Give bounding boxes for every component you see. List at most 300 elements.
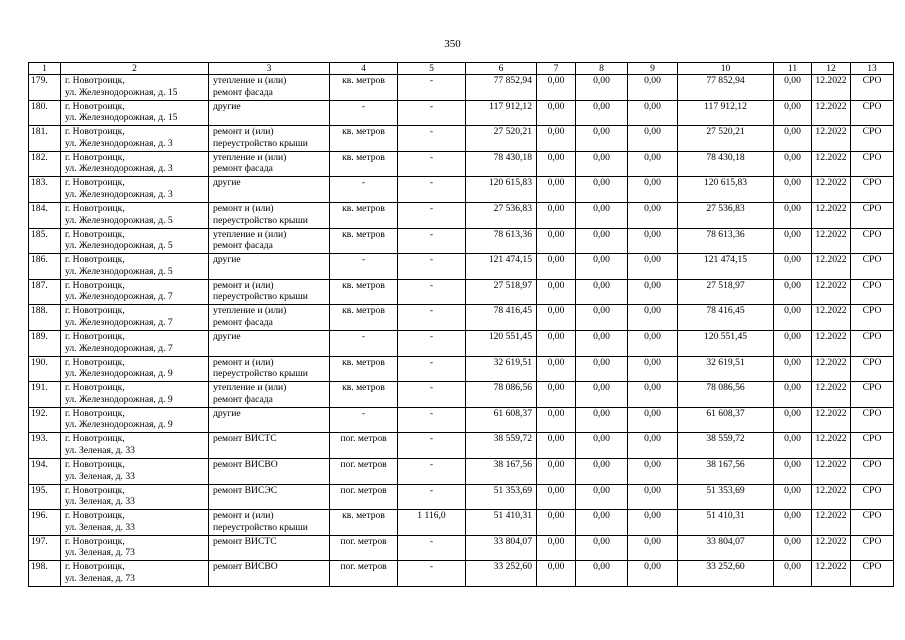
column-number-header-row xyxy=(29,63,894,75)
method-cell: СРО xyxy=(851,279,894,305)
row-number: 196. xyxy=(29,510,61,536)
fund-cost-cell: 33 252,60 xyxy=(678,561,774,587)
method-cell: СРО xyxy=(851,305,894,331)
unit-cell: пог. метров xyxy=(330,535,398,561)
work-type-line-2: ремонт фасада xyxy=(213,393,273,405)
work-type-line-2: переустройство крыши xyxy=(213,368,308,380)
address-city: г. Новотроицк, xyxy=(65,100,125,112)
deadline-cell: 12.2022 xyxy=(812,228,851,254)
row-number: 187. xyxy=(29,279,61,305)
total-cost-cell: 61 608,37 xyxy=(466,407,537,433)
address-street: ул. Зеленая, д. 33 xyxy=(65,444,135,456)
value-cell-8: 0,00 xyxy=(576,510,628,536)
method-cell: СРО xyxy=(851,561,894,587)
row-number: 195. xyxy=(29,484,61,510)
value-cell-7: 0,00 xyxy=(537,305,576,331)
deadline-cell: 12.2022 xyxy=(812,510,851,536)
deadline-cell: 12.2022 xyxy=(812,100,851,126)
row-number: 179. xyxy=(29,75,61,101)
total-cost-cell: 33 252,60 xyxy=(466,561,537,587)
address-city: г. Новотроицк, xyxy=(65,561,125,573)
value-cell-9: 0,00 xyxy=(628,407,678,433)
fund-cost-cell: 38 559,72 xyxy=(678,433,774,459)
value-cell-11: 0,00 xyxy=(774,484,812,510)
work-type-line-1: ремонт и (или) xyxy=(213,356,274,368)
quantity-cell: - xyxy=(398,433,466,459)
deadline-cell: 12.2022 xyxy=(812,484,851,510)
total-cost-cell: 78 086,56 xyxy=(466,382,537,408)
work-type-line-1: утепление и (или) xyxy=(213,151,287,163)
address-street: ул. Железнодорожная, д. 3 xyxy=(65,137,173,149)
value-cell-9: 0,00 xyxy=(628,382,678,408)
deadline-cell: 12.2022 xyxy=(812,407,851,433)
unit-cell: кв. метров xyxy=(330,279,398,305)
value-cell-7: 0,00 xyxy=(537,382,576,408)
deadline-cell: 12.2022 xyxy=(812,382,851,408)
address-city: г. Новотроицк, xyxy=(65,484,125,496)
value-cell-7: 0,00 xyxy=(537,561,576,587)
total-cost-cell: 121 474,15 xyxy=(466,254,537,280)
unit-cell: кв. метров xyxy=(330,382,398,408)
value-cell-8: 0,00 xyxy=(576,407,628,433)
address-cell xyxy=(61,100,209,126)
row-number: 198. xyxy=(29,561,61,587)
value-cell-11: 0,00 xyxy=(774,330,812,356)
address-cell xyxy=(61,75,209,101)
work-type-line-1: ремонт и (или) xyxy=(213,279,274,291)
address-city: г. Новотроицк, xyxy=(65,202,125,214)
work-type-line-1: ремонт и (или) xyxy=(213,126,274,138)
quantity-cell: - xyxy=(398,254,466,280)
value-cell-8: 0,00 xyxy=(576,356,628,382)
quantity-cell: - xyxy=(398,407,466,433)
column-header: 3 xyxy=(209,63,330,75)
address-street: ул. Железнодорожная, д. 5 xyxy=(65,240,173,252)
quantity-cell: - xyxy=(398,279,466,305)
unit-cell: пог. метров xyxy=(330,561,398,587)
quantity-cell: - xyxy=(398,484,466,510)
deadline-cell: 12.2022 xyxy=(812,433,851,459)
fund-cost-cell: 38 167,56 xyxy=(678,458,774,484)
address-city: г. Новотроицк, xyxy=(65,254,125,266)
deadline-cell: 12.2022 xyxy=(812,202,851,228)
row-number: 189. xyxy=(29,330,61,356)
work-type-cell xyxy=(209,382,330,408)
value-cell-8: 0,00 xyxy=(576,279,628,305)
table-row xyxy=(29,484,894,510)
address-street: ул. Железнодорожная, д. 5 xyxy=(65,265,173,277)
fund-cost-cell: 61 608,37 xyxy=(678,407,774,433)
unit-cell: кв. метров xyxy=(330,75,398,101)
value-cell-11: 0,00 xyxy=(774,279,812,305)
value-cell-8: 0,00 xyxy=(576,100,628,126)
repair-schedule-table xyxy=(28,62,894,587)
address-city: г. Новотроицк, xyxy=(65,356,125,368)
value-cell-7: 0,00 xyxy=(537,228,576,254)
method-cell: СРО xyxy=(851,151,894,177)
fund-cost-cell: 120 551,45 xyxy=(678,330,774,356)
quantity-cell: - xyxy=(398,228,466,254)
unit-cell: кв. метров xyxy=(330,510,398,536)
work-type-cell xyxy=(209,305,330,331)
work-type-line-2: переустройство крыши xyxy=(213,137,308,149)
column-header: 2 xyxy=(61,63,209,75)
address-cell xyxy=(61,510,209,536)
address-street: ул. Железнодорожная, д. 7 xyxy=(65,291,173,303)
unit-cell: - xyxy=(330,407,398,433)
quantity-cell: - xyxy=(398,458,466,484)
table-row xyxy=(29,202,894,228)
value-cell-8: 0,00 xyxy=(576,535,628,561)
value-cell-7: 0,00 xyxy=(537,510,576,536)
value-cell-9: 0,00 xyxy=(628,75,678,101)
work-type-cell xyxy=(209,151,330,177)
row-number: 183. xyxy=(29,177,61,203)
total-cost-cell: 120 551,45 xyxy=(466,330,537,356)
value-cell-7: 0,00 xyxy=(537,151,576,177)
method-cell: СРО xyxy=(851,510,894,536)
work-type-line-2: ремонт фасада xyxy=(213,240,273,252)
value-cell-11: 0,00 xyxy=(774,177,812,203)
address-street: ул. Зеленая, д. 73 xyxy=(65,547,135,559)
work-type-line-2: переустройство крыши xyxy=(213,521,308,533)
column-header: 11 xyxy=(774,63,812,75)
address-city: г. Новотроицк, xyxy=(65,177,125,189)
fund-cost-cell: 77 852,94 xyxy=(678,75,774,101)
value-cell-9: 0,00 xyxy=(628,305,678,331)
row-number: 181. xyxy=(29,126,61,152)
value-cell-11: 0,00 xyxy=(774,228,812,254)
value-cell-9: 0,00 xyxy=(628,433,678,459)
fund-cost-cell: 120 615,83 xyxy=(678,177,774,203)
work-type-cell xyxy=(209,279,330,305)
row-number: 185. xyxy=(29,228,61,254)
address-street: ул. Железнодорожная, д. 7 xyxy=(65,316,173,328)
total-cost-cell: 32 619,51 xyxy=(466,356,537,382)
work-type-cell xyxy=(209,100,330,126)
address-cell xyxy=(61,279,209,305)
table-row xyxy=(29,458,894,484)
table-row xyxy=(29,407,894,433)
column-header: 10 xyxy=(678,63,774,75)
deadline-cell: 12.2022 xyxy=(812,279,851,305)
address-street: ул. Железнодорожная, д. 9 xyxy=(65,393,173,405)
work-type-line-1: ремонт и (или) xyxy=(213,202,274,214)
unit-cell: кв. метров xyxy=(330,228,398,254)
value-cell-9: 0,00 xyxy=(628,330,678,356)
total-cost-cell: 27 520,21 xyxy=(466,126,537,152)
method-cell: СРО xyxy=(851,535,894,561)
quantity-cell: - xyxy=(398,177,466,203)
row-number: 186. xyxy=(29,254,61,280)
table-row xyxy=(29,330,894,356)
fund-cost-cell: 32 619,51 xyxy=(678,356,774,382)
work-type-cell xyxy=(209,177,330,203)
quantity-cell: - xyxy=(398,305,466,331)
total-cost-cell: 77 852,94 xyxy=(466,75,537,101)
value-cell-8: 0,00 xyxy=(576,202,628,228)
address-street: ул. Зеленая, д. 33 xyxy=(65,470,135,482)
address-city: г. Новотроицк, xyxy=(65,228,125,240)
work-type-cell xyxy=(209,510,330,536)
value-cell-9: 0,00 xyxy=(628,126,678,152)
address-city: г. Новотроицк, xyxy=(65,305,125,317)
value-cell-9: 0,00 xyxy=(628,177,678,203)
value-cell-11: 0,00 xyxy=(774,458,812,484)
deadline-cell: 12.2022 xyxy=(812,177,851,203)
work-type-line-1: ремонт ВИСВО xyxy=(213,458,278,470)
fund-cost-cell: 121 474,15 xyxy=(678,254,774,280)
address-cell xyxy=(61,177,209,203)
table-row xyxy=(29,510,894,536)
address-cell xyxy=(61,254,209,280)
address-city: г. Новотроицк, xyxy=(65,75,125,86)
value-cell-11: 0,00 xyxy=(774,75,812,101)
value-cell-8: 0,00 xyxy=(576,228,628,254)
value-cell-11: 0,00 xyxy=(774,433,812,459)
column-header: 9 xyxy=(628,63,678,75)
deadline-cell: 12.2022 xyxy=(812,75,851,101)
work-type-line-1: утепление и (или) xyxy=(213,228,287,240)
unit-cell: - xyxy=(330,177,398,203)
address-street: ул. Железнодорожная, д. 5 xyxy=(65,214,173,226)
deadline-cell: 12.2022 xyxy=(812,305,851,331)
value-cell-11: 0,00 xyxy=(774,202,812,228)
value-cell-11: 0,00 xyxy=(774,382,812,408)
fund-cost-cell: 33 804,07 xyxy=(678,535,774,561)
address-cell xyxy=(61,433,209,459)
value-cell-8: 0,00 xyxy=(576,433,628,459)
total-cost-cell: 120 615,83 xyxy=(466,177,537,203)
work-type-line-2: переустройство крыши xyxy=(213,214,308,226)
address-street: ул. Железнодорожная, д. 15 xyxy=(65,86,178,98)
row-number: 197. xyxy=(29,535,61,561)
address-cell xyxy=(61,484,209,510)
quantity-cell: 1 116,0 xyxy=(398,510,466,536)
fund-cost-cell: 78 613,36 xyxy=(678,228,774,254)
value-cell-7: 0,00 xyxy=(537,356,576,382)
fund-cost-cell: 78 086,56 xyxy=(678,382,774,408)
unit-cell: кв. метров xyxy=(330,305,398,331)
method-cell: СРО xyxy=(851,254,894,280)
address-city: г. Новотроицк, xyxy=(65,330,125,342)
method-cell: СРО xyxy=(851,228,894,254)
value-cell-7: 0,00 xyxy=(537,177,576,203)
column-header: 13 xyxy=(851,63,894,75)
address-street: ул. Железнодорожная, д. 3 xyxy=(65,163,173,175)
method-cell: СРО xyxy=(851,484,894,510)
fund-cost-cell: 78 430,18 xyxy=(678,151,774,177)
work-type-line-1: другие xyxy=(213,100,241,112)
row-number: 180. xyxy=(29,100,61,126)
value-cell-7: 0,00 xyxy=(537,100,576,126)
method-cell: СРО xyxy=(851,356,894,382)
total-cost-cell: 38 559,72 xyxy=(466,433,537,459)
total-cost-cell: 51 353,69 xyxy=(466,484,537,510)
page-number: 350 xyxy=(444,38,461,50)
value-cell-8: 0,00 xyxy=(576,305,628,331)
column-header: 1 xyxy=(29,63,61,75)
work-type-line-1: ремонт и (или) xyxy=(213,510,274,522)
address-cell xyxy=(61,407,209,433)
unit-cell: кв. метров xyxy=(330,202,398,228)
value-cell-7: 0,00 xyxy=(537,433,576,459)
address-street: ул. Железнодорожная, д. 9 xyxy=(65,419,173,431)
value-cell-8: 0,00 xyxy=(576,330,628,356)
fund-cost-cell: 78 416,45 xyxy=(678,305,774,331)
value-cell-9: 0,00 xyxy=(628,510,678,536)
fund-cost-cell: 51 410,31 xyxy=(678,510,774,536)
row-number: 193. xyxy=(29,433,61,459)
row-number: 191. xyxy=(29,382,61,408)
work-type-line-2: переустройство крыши xyxy=(213,291,308,303)
method-cell: СРО xyxy=(851,382,894,408)
total-cost-cell: 117 912,12 xyxy=(466,100,537,126)
work-type-cell xyxy=(209,356,330,382)
value-cell-8: 0,00 xyxy=(576,177,628,203)
address-cell xyxy=(61,228,209,254)
work-type-cell xyxy=(209,75,330,101)
work-type-line-1: утепление и (или) xyxy=(213,75,287,86)
address-cell xyxy=(61,458,209,484)
table-row xyxy=(29,382,894,408)
value-cell-11: 0,00 xyxy=(774,254,812,280)
work-type-line-1: другие xyxy=(213,330,241,342)
method-cell: СРО xyxy=(851,100,894,126)
address-city: г. Новотроицк, xyxy=(65,458,125,470)
table-row xyxy=(29,356,894,382)
deadline-cell: 12.2022 xyxy=(812,330,851,356)
address-cell xyxy=(61,535,209,561)
value-cell-8: 0,00 xyxy=(576,254,628,280)
table-row xyxy=(29,433,894,459)
work-type-cell xyxy=(209,254,330,280)
work-type-line-1: другие xyxy=(213,407,241,419)
table-row xyxy=(29,151,894,177)
quantity-cell: - xyxy=(398,202,466,228)
row-number: 190. xyxy=(29,356,61,382)
value-cell-9: 0,00 xyxy=(628,279,678,305)
total-cost-cell: 27 536,83 xyxy=(466,202,537,228)
table-body xyxy=(29,75,894,587)
table-row xyxy=(29,126,894,152)
address-cell xyxy=(61,330,209,356)
value-cell-7: 0,00 xyxy=(537,535,576,561)
row-number: 184. xyxy=(29,202,61,228)
value-cell-11: 0,00 xyxy=(774,356,812,382)
value-cell-7: 0,00 xyxy=(537,254,576,280)
quantity-cell: - xyxy=(398,126,466,152)
method-cell: СРО xyxy=(851,202,894,228)
total-cost-cell: 78 613,36 xyxy=(466,228,537,254)
quantity-cell: - xyxy=(398,330,466,356)
deadline-cell: 12.2022 xyxy=(812,535,851,561)
value-cell-9: 0,00 xyxy=(628,561,678,587)
table-row xyxy=(29,535,894,561)
value-cell-9: 0,00 xyxy=(628,100,678,126)
total-cost-cell: 38 167,56 xyxy=(466,458,537,484)
work-type-line-1: утепление и (или) xyxy=(213,382,287,394)
quantity-cell: - xyxy=(398,100,466,126)
address-street: ул. Железнодорожная, д. 7 xyxy=(65,342,173,354)
quantity-cell: - xyxy=(398,561,466,587)
unit-cell: - xyxy=(330,254,398,280)
value-cell-11: 0,00 xyxy=(774,100,812,126)
quantity-cell: - xyxy=(398,535,466,561)
fund-cost-cell: 117 912,12 xyxy=(678,100,774,126)
table-row xyxy=(29,75,894,101)
value-cell-8: 0,00 xyxy=(576,75,628,101)
work-type-line-2: ремонт фасада xyxy=(213,163,273,175)
total-cost-cell: 51 410,31 xyxy=(466,510,537,536)
work-type-cell xyxy=(209,433,330,459)
quantity-cell: - xyxy=(398,356,466,382)
total-cost-cell: 78 430,18 xyxy=(466,151,537,177)
value-cell-7: 0,00 xyxy=(537,202,576,228)
work-type-cell xyxy=(209,407,330,433)
value-cell-11: 0,00 xyxy=(774,535,812,561)
column-header: 12 xyxy=(812,63,851,75)
value-cell-11: 0,00 xyxy=(774,407,812,433)
value-cell-9: 0,00 xyxy=(628,254,678,280)
work-type-cell xyxy=(209,228,330,254)
value-cell-7: 0,00 xyxy=(537,458,576,484)
address-city: г. Новотроицк, xyxy=(65,382,125,394)
address-street: ул. Зеленая, д. 33 xyxy=(65,496,135,508)
unit-cell: - xyxy=(330,330,398,356)
deadline-cell: 12.2022 xyxy=(812,254,851,280)
fund-cost-cell: 27 520,21 xyxy=(678,126,774,152)
row-number: 182. xyxy=(29,151,61,177)
work-type-line-1: ремонт ВИСВО xyxy=(213,561,278,573)
column-header: 8 xyxy=(576,63,628,75)
address-cell xyxy=(61,305,209,331)
value-cell-11: 0,00 xyxy=(774,561,812,587)
value-cell-9: 0,00 xyxy=(628,228,678,254)
table-row xyxy=(29,254,894,280)
unit-cell: кв. метров xyxy=(330,151,398,177)
method-cell: СРО xyxy=(851,126,894,152)
column-header: 5 xyxy=(398,63,466,75)
address-city: г. Новотроицк, xyxy=(65,510,125,522)
column-header: 4 xyxy=(330,63,398,75)
address-cell xyxy=(61,561,209,587)
value-cell-9: 0,00 xyxy=(628,151,678,177)
value-cell-7: 0,00 xyxy=(537,330,576,356)
unit-cell: пог. метров xyxy=(330,458,398,484)
address-city: г. Новотроицк, xyxy=(65,433,125,445)
value-cell-9: 0,00 xyxy=(628,356,678,382)
value-cell-7: 0,00 xyxy=(537,279,576,305)
method-cell: СРО xyxy=(851,458,894,484)
column-header: 7 xyxy=(537,63,576,75)
column-header: 6 xyxy=(466,63,537,75)
address-city: г. Новотроицк, xyxy=(65,535,125,547)
value-cell-8: 0,00 xyxy=(576,151,628,177)
total-cost-cell: 27 518,97 xyxy=(466,279,537,305)
work-type-cell xyxy=(209,202,330,228)
method-cell: СРО xyxy=(851,407,894,433)
value-cell-8: 0,00 xyxy=(576,561,628,587)
deadline-cell: 12.2022 xyxy=(812,561,851,587)
work-type-line-1: ремонт ВИСЭС xyxy=(213,484,278,496)
work-type-line-1: другие xyxy=(213,177,241,189)
fund-cost-cell: 27 518,97 xyxy=(678,279,774,305)
fund-cost-cell: 51 353,69 xyxy=(678,484,774,510)
value-cell-11: 0,00 xyxy=(774,510,812,536)
row-number: 188. xyxy=(29,305,61,331)
work-type-line-1: ремонт ВИСТС xyxy=(213,433,277,445)
